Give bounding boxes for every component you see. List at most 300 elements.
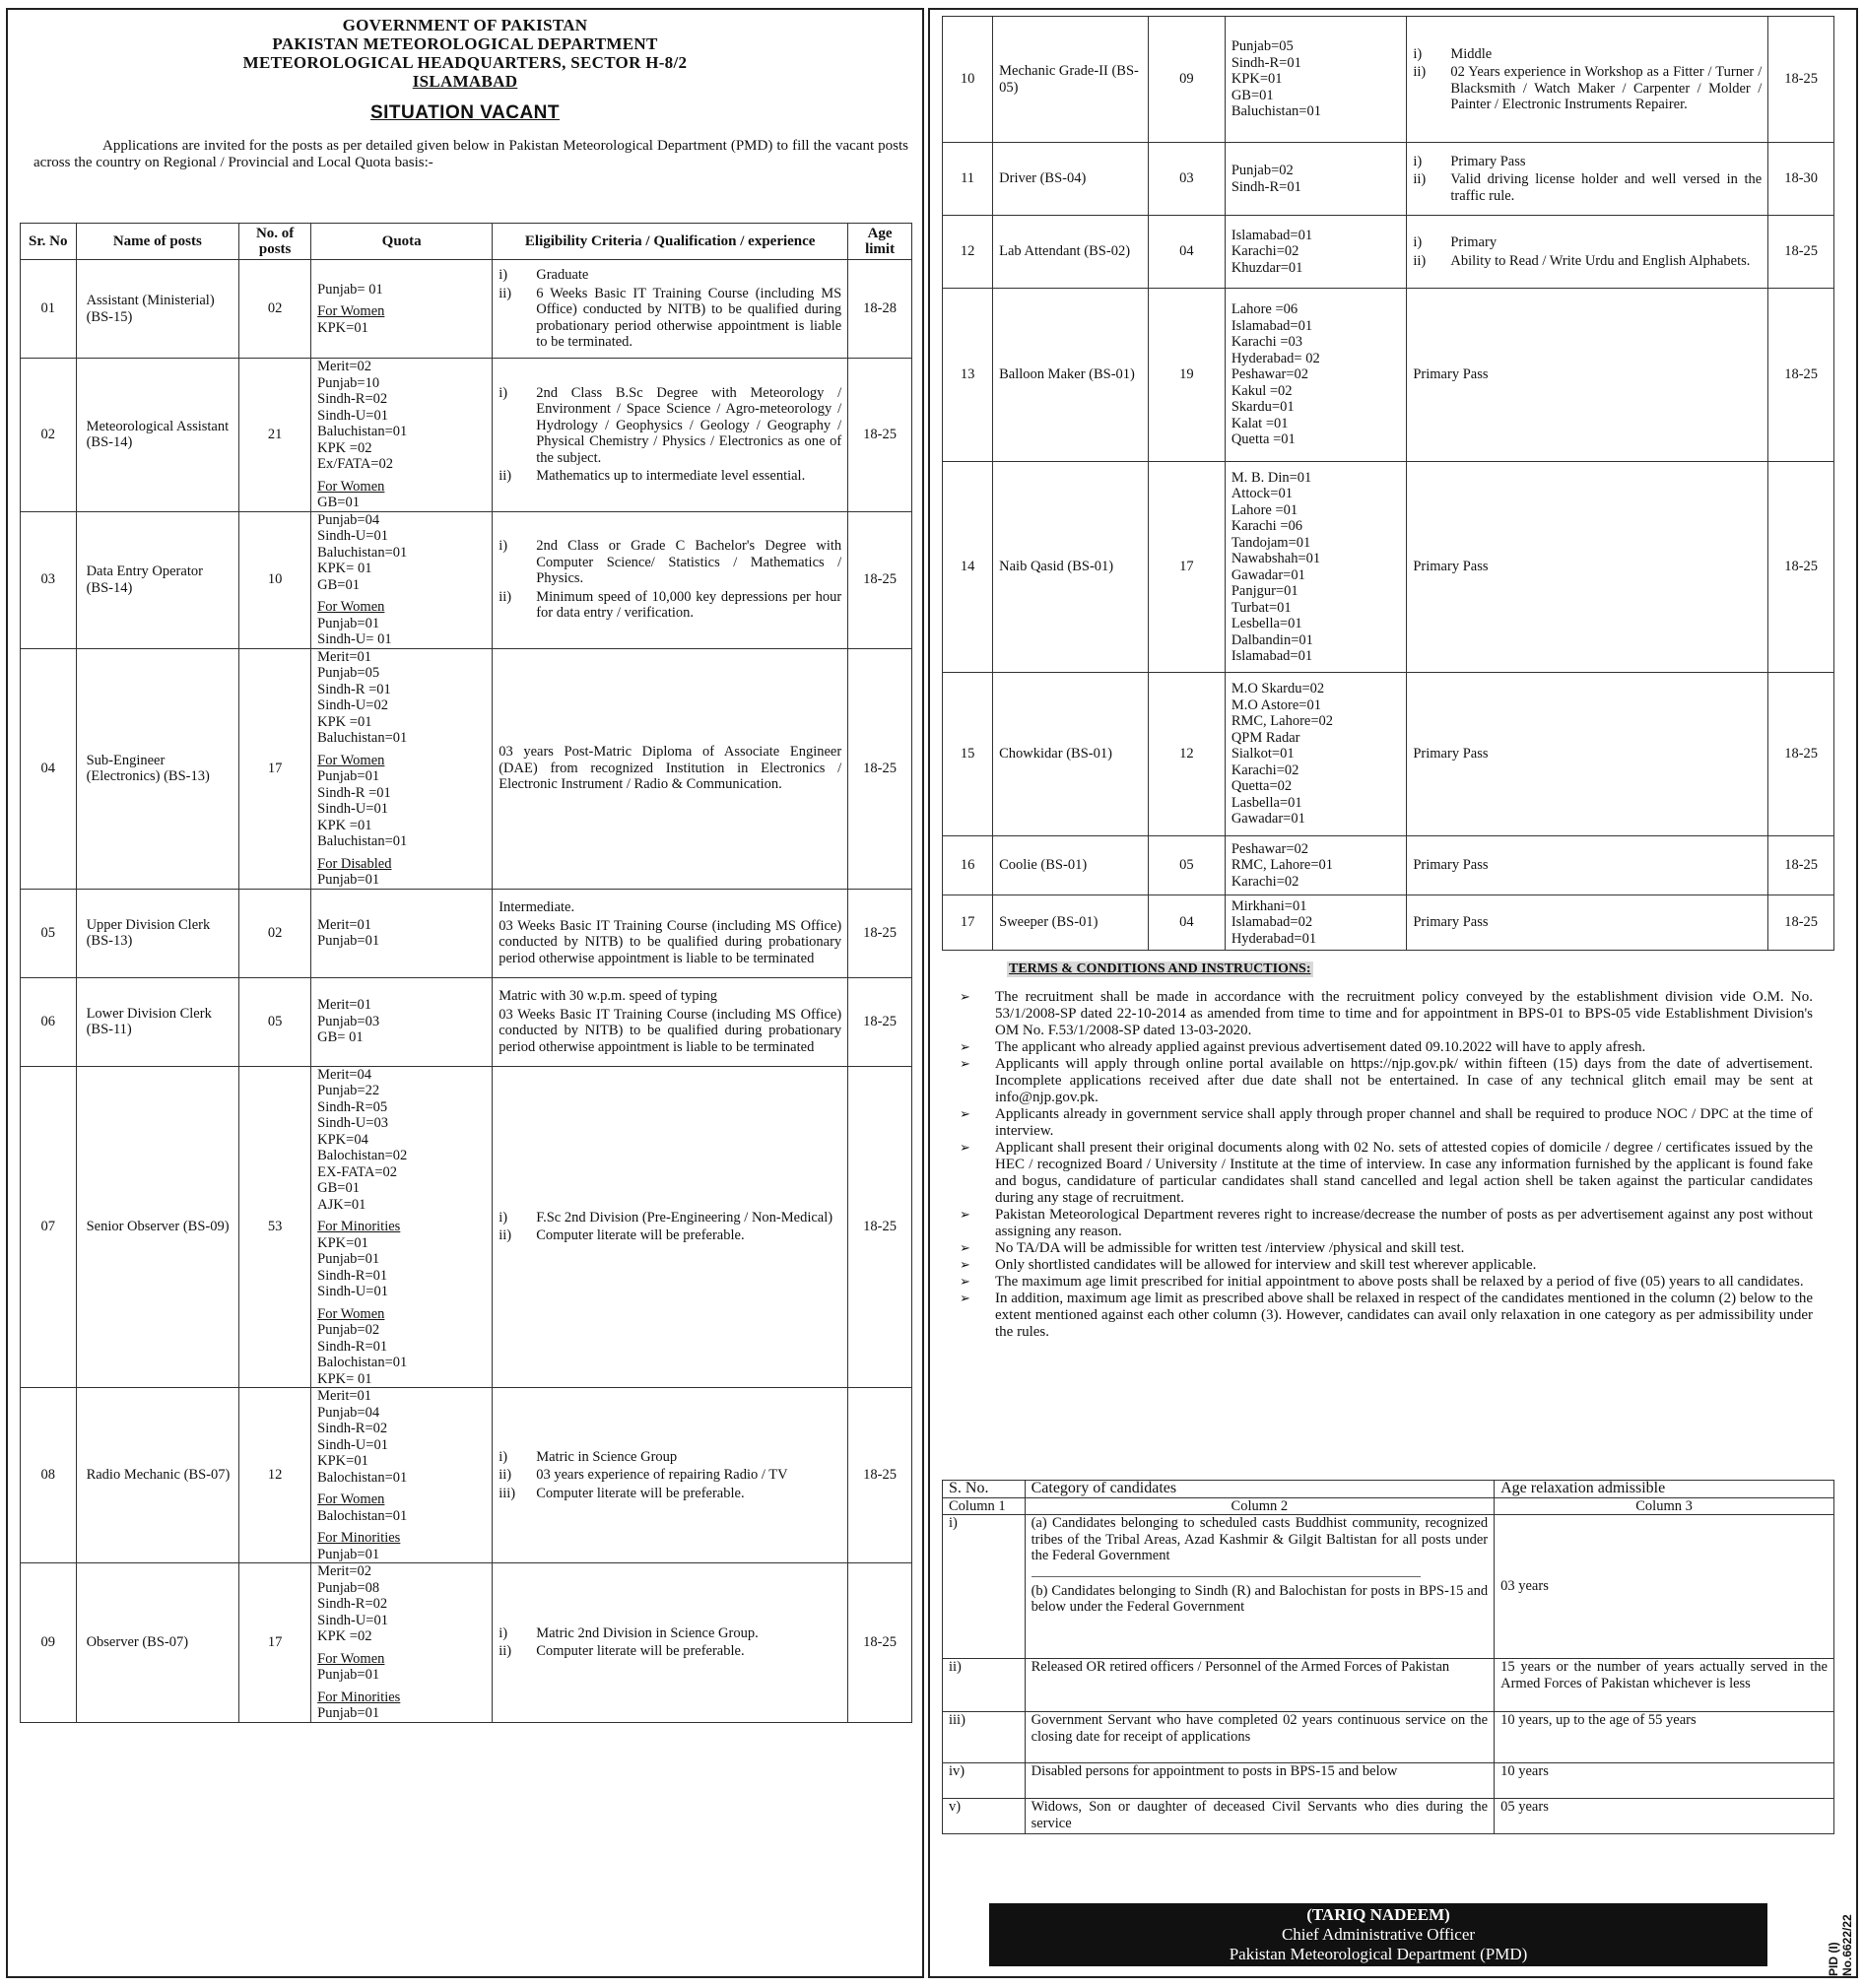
quota-line: Khuzdar=01	[1231, 259, 1303, 276]
posts-table-continued	[942, 16, 1834, 951]
quota-line: Lesbella=01	[1231, 616, 1302, 631]
terms-text: No TA/DA will be admissible for written test /interview /physical and skill test.	[995, 1240, 1465, 1256]
post-age: 18-25	[1768, 836, 1834, 895]
eligibility-text: Primary Pass	[1413, 857, 1489, 874]
quota-subheading: For Women	[317, 1491, 385, 1507]
signature-block	[989, 1903, 1767, 1966]
post-quota	[311, 511, 493, 648]
post-age: 18-25	[848, 648, 912, 889]
eligibility-text: 2nd Class B.Sc Degree with Meteorology / Environment / Space Science / Agro-meteorology / Hydrology / Geophysics / Geology / Geography / Physical Chemistry / Physics / Electronics as one of the subject.	[536, 384, 842, 466]
eligibility-text: F.Sc 2nd Division (Pre-Engineering / Non-Medical)	[536, 1209, 833, 1226]
terms-item	[960, 1257, 1813, 1274]
eligibility-item	[499, 1467, 841, 1484]
relax-sno: v)	[943, 1799, 1026, 1834]
quota-line: Punjab=04	[317, 511, 380, 528]
post-age: 18-25	[848, 977, 912, 1066]
quota-line: KPK=01	[317, 1234, 368, 1251]
relax-subheader	[943, 1497, 1834, 1515]
post-count: 19	[1149, 289, 1226, 462]
quota-subheading: For Minorities	[317, 1530, 401, 1546]
post-name: Lower Division Clerk (BS-11)	[76, 977, 239, 1066]
eligibility-num: i)	[499, 538, 508, 555]
quota-line: Baluchistan=01	[317, 730, 408, 746]
bullet-arrow-icon: ➢	[960, 1258, 970, 1273]
quota-line: AJK=01	[317, 1196, 366, 1213]
post-sr: 05	[21, 889, 77, 977]
quota-line: Punjab= 01	[317, 281, 383, 298]
relax-category: Government Servant who have completed 02 years continuous service on the closing date for receipt of applications	[1025, 1712, 1495, 1763]
quota-line: Karachi=02	[1231, 873, 1299, 890]
post-sr: 12	[943, 216, 993, 289]
quota-line: Quetta =01	[1231, 431, 1296, 448]
post-name: Sub-Engineer (Electronics) (BS-13)	[76, 648, 239, 889]
quota-line: Sindh-U=01	[317, 801, 388, 817]
post-age: 18-25	[1768, 289, 1834, 462]
post-count: 05	[239, 977, 311, 1066]
post-age: 18-25	[848, 1388, 912, 1563]
post-count: 09	[1149, 17, 1226, 143]
post-quota	[1225, 17, 1407, 143]
quota-line: Gawadar=01	[1231, 811, 1305, 828]
pid-number: PID (I) No.6622/22	[1827, 1914, 1854, 1976]
eligibility-text: Computer literate will be preferable.	[536, 1643, 745, 1660]
post-eligibility	[493, 1388, 848, 1563]
quota-line: Merit=02	[317, 359, 372, 374]
quota-line: Gawadar=01	[1231, 566, 1305, 583]
quota-line: Tandojam=01	[1231, 534, 1311, 551]
table-row	[21, 1388, 912, 1563]
quota-line: Quetta=02	[1231, 778, 1293, 795]
quota-line: Hyderabad=01	[1231, 930, 1317, 947]
signatory-organization: Pakistan Meteorological Department (PMD)	[1229, 1945, 1528, 1963]
relax-category-b: (b) Candidates belonging to Sindh (R) and Balochistan for posts in BPS-15 and below under the Federal Government	[1031, 1582, 1489, 1615]
eligibility-item	[499, 385, 841, 467]
quota-line: RMC, Lahore=01	[1231, 857, 1334, 874]
post-age: 18-30	[1768, 143, 1834, 216]
relax-category	[1025, 1515, 1495, 1659]
post-eligibility	[493, 511, 848, 648]
quota-line: Sindh-U=01	[317, 1284, 388, 1299]
eligibility-num: ii)	[499, 1643, 512, 1660]
col-age: Age limit	[848, 224, 912, 260]
post-name: Senior Observer (BS-09)	[76, 1066, 239, 1388]
relax-col-2: Column 2	[1025, 1497, 1495, 1515]
quota-line: KPK=01	[1231, 71, 1283, 88]
eligibility-num: i)	[499, 1624, 508, 1641]
relax-age: 10 years, up to the age of 55 years	[1495, 1712, 1834, 1763]
post-name: Assistant (Ministerial) (BS-15)	[76, 260, 239, 359]
table-row	[21, 1066, 912, 1388]
post-quota	[1225, 462, 1407, 673]
bullet-arrow-icon: ➢	[960, 1057, 970, 1072]
post-eligibility	[1407, 836, 1768, 895]
quota-line: Punjab=22	[317, 1083, 380, 1098]
quota-line: Sindh-U=01	[317, 1612, 388, 1628]
quota-line: Islamabad=01	[1231, 227, 1313, 243]
quota-line: Sindh-R=02	[317, 391, 388, 407]
left-column	[6, 8, 924, 1978]
bullet-arrow-icon: ➢	[960, 1107, 970, 1122]
relax-category-a: (a) Candidates belonging to scheduled casts Buddhist community, recognized tribes of the Tribal Areas, Azad Kashmir & Gilgit Baltistan for all posts under the Federal Government	[1031, 1515, 1489, 1563]
post-quota	[1225, 895, 1407, 951]
eligibility-text: 02 Years experience in Workshop as a Fitter / Turner / Blacksmith / Watch Maker / Carpenter / Molder / Painter / Electronic Instruments Repairer.	[1450, 64, 1763, 112]
header-line-1: GOVERNMENT OF PAKISTAN	[342, 16, 588, 34]
eligibility-text: Computer literate will be preferable.	[536, 1227, 745, 1244]
quota-subheading: For Minorities	[317, 1689, 401, 1705]
quota-line: GB= 01	[317, 1029, 364, 1046]
eligibility-num: i)	[1413, 45, 1423, 62]
post-sr: 14	[943, 462, 993, 673]
post-eligibility	[493, 889, 848, 977]
terms-item	[960, 1106, 1813, 1140]
eligibility-text: Matric 2nd Division in Science Group.	[536, 1624, 759, 1641]
eligibility-item	[499, 1643, 841, 1660]
post-quota	[1225, 836, 1407, 895]
eligibility-num: ii)	[499, 285, 512, 301]
quota-line: Punjab=05	[317, 665, 380, 681]
eligibility-item	[1413, 253, 1762, 270]
eligibility-num: ii)	[499, 1467, 512, 1484]
quota-subheading: For Women	[317, 1650, 385, 1667]
quota-line: Kalat =01	[1231, 415, 1289, 431]
terms-item	[960, 1240, 1813, 1257]
post-sr: 04	[21, 648, 77, 889]
quota-line: Islamabad=02	[1231, 914, 1313, 931]
terms-text: Only shortlisted candidates will be allowed for interview and skill test wherever applicable.	[995, 1257, 1537, 1273]
table-row	[943, 462, 1834, 673]
post-count: 04	[1149, 216, 1226, 289]
post-age: 18-25	[848, 511, 912, 648]
quota-line: Skardu=01	[1231, 399, 1295, 416]
eligibility-item	[499, 1210, 841, 1226]
quota-subheading: For Women	[317, 303, 385, 320]
post-quota	[1225, 289, 1407, 462]
quota-line: Punjab=01	[317, 768, 380, 784]
quota-line: KPK =01	[317, 713, 372, 730]
eligibility-num: ii)	[1413, 252, 1427, 269]
eligibility-text: Computer literate will be preferable.	[536, 1485, 745, 1501]
eligibility-text: Graduate	[536, 267, 589, 284]
eligibility-item	[499, 1227, 841, 1244]
post-count: 17	[1149, 462, 1226, 673]
quota-line: M.O Skardu=02	[1231, 681, 1325, 697]
quota-line: Merit=01	[317, 997, 372, 1014]
quota-line: KPK =02	[317, 1628, 372, 1644]
table-row	[943, 1799, 1834, 1834]
signatory-name: (TARIQ NADEEM)	[1306, 1905, 1450, 1924]
post-quota	[1225, 216, 1407, 289]
relax-head-cat: Category of candidates	[1025, 1481, 1495, 1498]
post-eligibility	[493, 260, 848, 359]
quota-line: KPK= 01	[317, 1370, 372, 1387]
header-line-3: METEOROLOGICAL HEADQUARTERS, SECTOR H-8/2	[242, 53, 688, 72]
quota-line: Dalbandin=01	[1231, 631, 1313, 648]
post-eligibility	[1407, 673, 1768, 836]
quota-line: Sindh-U=01	[317, 528, 388, 544]
post-name: Observer (BS-07)	[76, 1563, 239, 1723]
quota-subheading: For Minorities	[317, 1219, 401, 1234]
quota-line: Punjab=01	[317, 1705, 380, 1721]
quota-line: Punjab=02	[317, 1322, 380, 1338]
quota-line: Peshawar=02	[1231, 840, 1309, 857]
table-row	[943, 1515, 1834, 1659]
quota-line: RMC, Lahore=02	[1231, 713, 1334, 730]
post-count: 02	[239, 889, 311, 977]
advertisement-sheet	[6, 8, 1858, 1980]
post-eligibility	[493, 648, 848, 889]
post-age: 18-25	[848, 359, 912, 512]
post-quota	[311, 1066, 493, 1388]
quota-line: Balochistan=01	[317, 1469, 408, 1486]
table-row	[943, 289, 1834, 462]
table-row	[21, 648, 912, 889]
post-age: 18-25	[1768, 462, 1834, 673]
eligibility-num: ii)	[499, 588, 512, 605]
post-age: 18-25	[1768, 17, 1834, 143]
bullet-arrow-icon: ➢	[960, 1040, 970, 1055]
page-title: SITUATION VACANT	[369, 102, 560, 123]
post-name: Naib Qasid (BS-01)	[993, 462, 1149, 673]
table-row	[943, 1659, 1834, 1712]
eligibility-text: Minimum speed of 10,000 key depressions per hour for data entry / verification.	[536, 588, 842, 622]
post-count: 03	[1149, 143, 1226, 216]
relax-sno: ii)	[943, 1659, 1026, 1712]
table-row	[21, 977, 912, 1066]
post-eligibility	[493, 1066, 848, 1388]
terms-item	[960, 989, 1813, 1039]
eligibility-text: Ability to Read / Write Urdu and English Alphabets.	[1450, 252, 1751, 269]
table-row	[943, 673, 1834, 836]
post-sr: 02	[21, 359, 77, 512]
eligibility-num: i)	[499, 384, 508, 401]
quota-line: Punjab=01	[317, 1251, 380, 1267]
quota-line: KPK= 01	[317, 561, 372, 576]
quota-line: Baluchistan=01	[1231, 103, 1321, 120]
eligibility-item	[499, 1449, 841, 1466]
quota-line: Peshawar=02	[1231, 366, 1309, 383]
table-row	[943, 836, 1834, 895]
post-sr: 01	[21, 260, 77, 359]
post-count: 17	[239, 648, 311, 889]
quota-line: Baluchistan=01	[317, 833, 408, 849]
quota-line: Turbat=01	[1231, 599, 1292, 616]
post-sr: 16	[943, 836, 993, 895]
terms-list	[960, 989, 1813, 1341]
quota-line: Punjab=01	[317, 872, 380, 888]
quota-line: KPK=04	[317, 1131, 368, 1148]
posts-table	[20, 223, 912, 1723]
post-eligibility	[1407, 895, 1768, 951]
table-row	[21, 1563, 912, 1723]
quota-line: Nawabshah=01	[1231, 551, 1321, 566]
post-name: Balloon Maker (BS-01)	[993, 289, 1149, 462]
post-age: 18-25	[848, 1563, 912, 1723]
quota-line: Punjab=01	[317, 1667, 380, 1683]
quota-subheading: For Women	[317, 599, 385, 615]
col-quota: Quota	[311, 224, 493, 260]
post-name: Meteorological Assistant (BS-14)	[76, 359, 239, 512]
terms-text: The recruitment shall be made in accordance with the recruitment policy conveyed by the establishment division vide O.M. No. 53/1/2008-SP dated 22-10-2014 as amended from time to time and for appointment in BPS-01 to BPS-05 vide Establishment Division's OM No. F.53/1/2008-SP dated 13-03-2020.	[995, 989, 1813, 1038]
eligibility-item	[499, 1625, 841, 1642]
header	[8, 16, 922, 91]
eligibility-num: ii)	[499, 468, 512, 485]
relax-header	[943, 1481, 1834, 1498]
post-quota	[311, 977, 493, 1066]
quota-line: KPK =01	[317, 817, 372, 833]
quota-line: Sindh-R=01	[1231, 54, 1301, 71]
quota-line: Merit=01	[317, 648, 372, 665]
quota-line: Balochistan=01	[317, 1507, 408, 1524]
post-eligibility	[1407, 17, 1768, 143]
post-eligibility	[1407, 289, 1768, 462]
post-age: 18-25	[1768, 895, 1834, 951]
eligibility-text: Primary Pass	[1413, 914, 1489, 931]
post-age: 18-25	[848, 889, 912, 977]
terms-item	[960, 1056, 1813, 1106]
relax-head-age: Age relaxation admissible	[1495, 1481, 1834, 1498]
relax-age: 05 years	[1495, 1799, 1834, 1834]
quota-line: KPK=01	[317, 1453, 368, 1469]
quota-line: Attock=01	[1231, 486, 1293, 501]
quota-line: Sindh-R=02	[317, 1421, 388, 1436]
quota-subheading: For Women	[317, 1305, 385, 1322]
quota-line: GB=01	[317, 576, 360, 593]
eligibility-text: 2nd Class or Grade C Bachelor's Degree with Computer Science/ Statistics / Mathematics / Physics.	[536, 538, 842, 587]
eligibility-num: ii)	[1413, 171, 1427, 188]
quota-line: Karachi=02	[1231, 762, 1299, 778]
quota-line: KPK=01	[317, 319, 368, 336]
quota-line: Merit=01	[317, 1388, 372, 1404]
post-count: 21	[239, 359, 311, 512]
post-sr: 10	[943, 17, 993, 143]
quota-line: Karachi =03	[1231, 334, 1303, 351]
table-row	[943, 216, 1834, 289]
quota-line: Hyderabad= 02	[1231, 350, 1320, 366]
terms-text: Applicants already in government service shall apply through proper channel and shall be required to produce NOC / DPC at the time of interview.	[995, 1106, 1813, 1139]
quota-line: Sindh-R=01	[317, 1267, 388, 1284]
post-age: 18-25	[1768, 216, 1834, 289]
post-count: 02	[239, 260, 311, 359]
relax-age: 15 years or the number of years actually served in the Armed Forces of Pakistan whichever is less	[1495, 1659, 1834, 1712]
col-posts: No. of posts	[239, 224, 311, 260]
eligibility-text: Mathematics up to intermediate level essential.	[536, 468, 806, 485]
quota-line: QPM Radar	[1231, 729, 1300, 746]
quota-line: Kakul =02	[1231, 382, 1293, 399]
quota-line: GB=01	[317, 495, 360, 510]
quota-line: Sindh-U=03	[317, 1115, 388, 1131]
terms-text: The applicant who already applied against previous advertisement dated 09.10.2022 will have to apply afresh.	[995, 1039, 1646, 1055]
post-quota	[311, 1563, 493, 1723]
quota-line: Merit=02	[317, 1563, 372, 1579]
col-name: Name of posts	[76, 224, 239, 260]
terms-item	[960, 1274, 1813, 1291]
quota-subheading: For Women	[317, 752, 385, 768]
post-quota	[311, 359, 493, 512]
quota-line: Merit=01	[317, 916, 372, 933]
quota-line: Balochistan=01	[317, 1355, 408, 1370]
post-eligibility	[1407, 462, 1768, 673]
table-row	[21, 260, 912, 359]
quota-line: Punjab=01	[317, 1546, 380, 1562]
eligibility-item	[1413, 64, 1762, 113]
col-sr: Sr. No	[21, 224, 77, 260]
quota-subheading: For Disabled	[317, 855, 392, 872]
quota-line: Punjab=10	[317, 374, 380, 391]
post-sr: 09	[21, 1563, 77, 1723]
quota-line: GB=01	[1231, 87, 1274, 103]
eligibility-text: Primary Pass	[1450, 153, 1526, 169]
bullet-arrow-icon: ➢	[960, 1275, 970, 1290]
post-quota	[311, 1388, 493, 1563]
post-count: 10	[239, 511, 311, 648]
eligibility-num: i)	[1413, 234, 1423, 250]
post-quota	[311, 889, 493, 977]
post-quota	[1225, 673, 1407, 836]
quota-line: Merit=04	[317, 1066, 372, 1083]
table-row	[943, 1763, 1834, 1799]
post-age: 18-25	[1768, 673, 1834, 836]
eligibility-item	[499, 1486, 841, 1502]
terms-text: The maximum age limit prescribed for initial appointment to above posts shall be relaxed by a period of five (05) years to all candidates.	[995, 1274, 1804, 1290]
relax-sno: iv)	[943, 1763, 1026, 1799]
post-count: 05	[1149, 836, 1226, 895]
post-eligibility	[493, 977, 848, 1066]
post-sr: 13	[943, 289, 993, 462]
post-age: 18-25	[848, 1066, 912, 1388]
eligibility-text: 03 Weeks Basic IT Training Course (including MS Office) conducted by NITB) to be qualified during probationary period otherwise appointment is liable to be terminated	[499, 917, 842, 966]
eligibility-item	[499, 267, 841, 284]
quota-line: Baluchistan=01	[317, 424, 408, 439]
post-name: Radio Mechanic (BS-07)	[76, 1388, 239, 1563]
eligibility-num: i)	[499, 267, 508, 284]
relax-category: Released OR retired officers / Personnel of the Armed Forces of Pakistan	[1025, 1659, 1495, 1712]
eligibility-item	[1413, 234, 1762, 251]
relax-category: Disabled persons for appointment to posts in BPS-15 and below	[1025, 1763, 1495, 1799]
quota-line: Lahore =01	[1231, 501, 1298, 518]
terms-title: TERMS & CONDITIONS AND INSTRUCTIONS:	[1009, 961, 1311, 976]
terms-item	[960, 1039, 1813, 1056]
post-name: Chowkidar (BS-01)	[993, 673, 1149, 836]
relax-sno: iii)	[943, 1712, 1026, 1763]
quota-line: M. B. Din=01	[1231, 469, 1312, 486]
quota-line: Punjab=08	[317, 1579, 380, 1596]
quota-line: Sindh-R=05	[317, 1098, 388, 1115]
quota-line: Baluchistan=01	[317, 544, 408, 561]
posts-table-header	[21, 224, 912, 260]
right-column	[928, 8, 1858, 1978]
post-count: 53	[239, 1066, 311, 1388]
quota-line: Punjab=02	[1231, 163, 1294, 178]
eligibility-item	[1413, 46, 1762, 63]
post-eligibility	[493, 1563, 848, 1723]
col-eligibility: Eligibility Criteria / Qualification / experience	[493, 224, 848, 260]
post-name: Data Entry Operator (BS-14)	[76, 511, 239, 648]
post-name: Coolie (BS-01)	[993, 836, 1149, 895]
eligibility-item	[499, 589, 841, 622]
eligibility-num: i)	[499, 1448, 508, 1465]
quota-line: Lasbella=01	[1231, 794, 1302, 811]
eligibility-item	[499, 468, 841, 485]
quota-line: Sindh-R=01	[317, 1338, 388, 1355]
post-count: 17	[239, 1563, 311, 1723]
bullet-arrow-icon: ➢	[960, 1141, 970, 1156]
quota-line: Punjab=05	[1231, 38, 1294, 55]
table-row	[943, 143, 1834, 216]
quota-line: Punjab=01	[317, 615, 380, 631]
quota-line: M.O Astore=01	[1231, 696, 1321, 713]
post-sr: 06	[21, 977, 77, 1066]
post-quota	[311, 648, 493, 889]
